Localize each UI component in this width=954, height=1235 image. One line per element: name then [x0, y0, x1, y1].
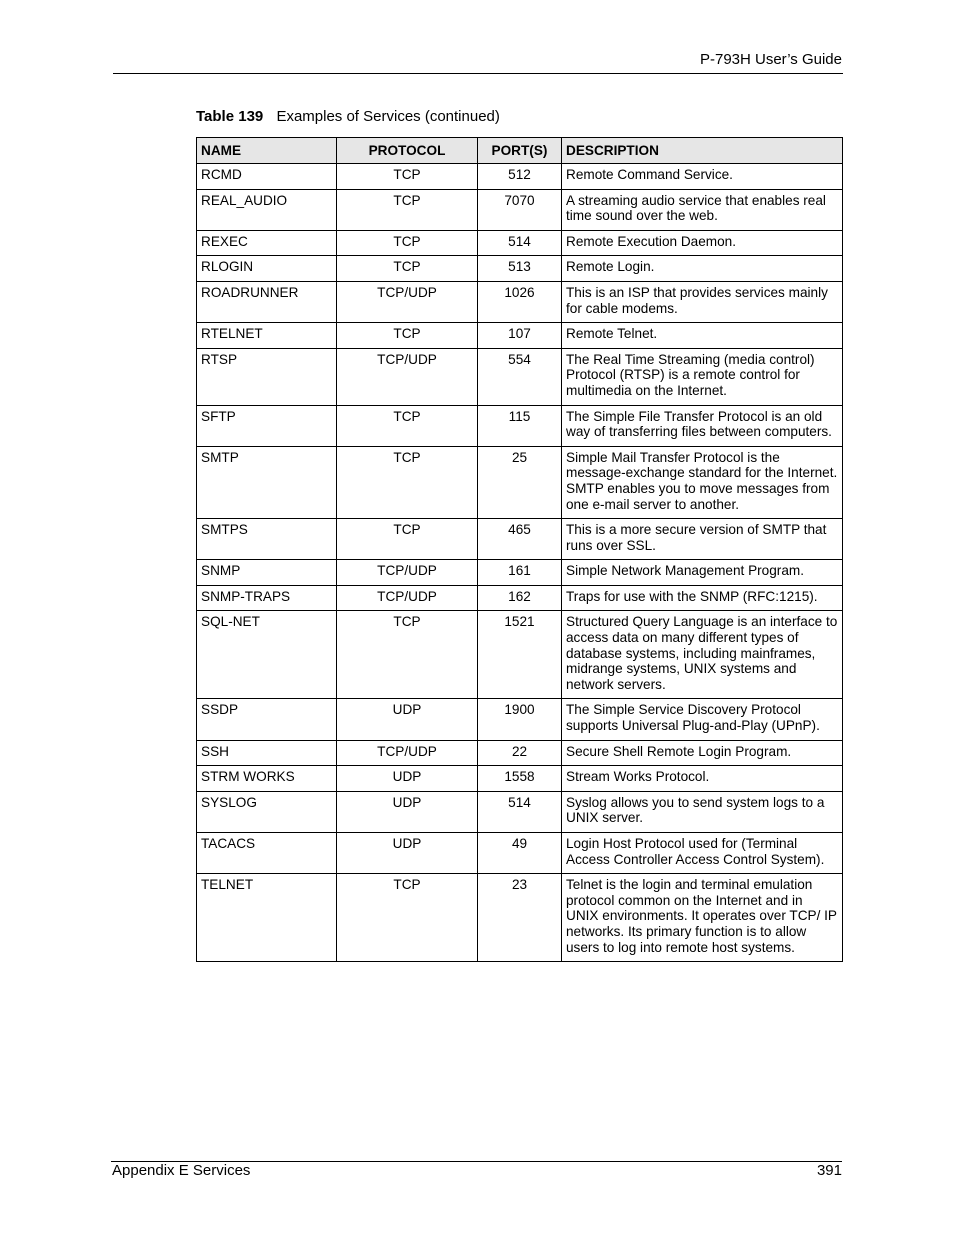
cell-protocol: TCP/UDP: [337, 348, 478, 405]
table-row: [197, 519, 843, 560]
cell-ports: 107: [478, 323, 562, 349]
cell-description: Login Host Protocol used for (Terminal Access Controller Access Control System).: [562, 833, 843, 874]
cell-ports: 1900: [478, 699, 562, 740]
cell-description: Stream Works Protocol.: [562, 766, 843, 792]
table-row: [197, 189, 843, 230]
table-row: [197, 281, 843, 322]
cell-protocol: UDP: [337, 766, 478, 792]
table-caption-text: Examples of Services (continued): [276, 108, 500, 125]
cell-protocol: UDP: [337, 791, 478, 832]
cell-name: TELNET: [197, 874, 337, 962]
page-header-title: P-793H User’s Guide: [699, 51, 842, 68]
table-caption-label: Table 139: [196, 108, 264, 125]
table-row: [197, 230, 843, 256]
header-divider: [113, 73, 843, 74]
cell-protocol: UDP: [337, 833, 478, 874]
column-header-name: NAME: [197, 138, 337, 164]
cell-protocol: TCP: [337, 405, 478, 446]
cell-ports: 162: [478, 585, 562, 611]
cell-name: SNMP-TRAPS: [197, 585, 337, 611]
cell-name: SNMP: [197, 560, 337, 586]
cell-description: Simple Mail Transfer Protocol is the message-exchange standard for the Internet. SMTP enables you to move messages from one e-mail server to another.: [562, 446, 843, 518]
cell-ports: 554: [478, 348, 562, 405]
cell-description: The Simple Service Discovery Protocol supports Universal Plug-and-Play (UPnP).: [562, 699, 843, 740]
cell-protocol: TCP/UDP: [337, 560, 478, 586]
cell-description: Syslog allows you to send system logs to a UNIX server.: [562, 791, 843, 832]
cell-name: SQL-NET: [197, 611, 337, 699]
cell-name: SMTPS: [197, 519, 337, 560]
cell-ports: 465: [478, 519, 562, 560]
cell-ports: 23: [478, 874, 562, 962]
cell-ports: 22: [478, 740, 562, 766]
cell-description: Telnet is the login and terminal emulation protocol common on the Internet and in UNIX environments. It operates over TCP/ IP networks. Its primary function is to allow users to log into remote host systems.: [562, 874, 843, 962]
cell-name: SSH: [197, 740, 337, 766]
footer-section-title: Appendix E Services: [112, 1162, 251, 1179]
table-row: [197, 740, 843, 766]
cell-name: RTSP: [197, 348, 337, 405]
cell-ports: 115: [478, 405, 562, 446]
cell-ports: 1558: [478, 766, 562, 792]
column-header-description: DESCRIPTION: [562, 138, 843, 164]
cell-name: REXEC: [197, 230, 337, 256]
services-table: [196, 137, 843, 962]
cell-protocol: TCP: [337, 256, 478, 282]
cell-protocol: TCP: [337, 446, 478, 518]
table-body: [197, 164, 843, 962]
cell-name: SYSLOG: [197, 791, 337, 832]
cell-protocol: UDP: [337, 699, 478, 740]
cell-name: RLOGIN: [197, 256, 337, 282]
cell-protocol: TCP/UDP: [337, 281, 478, 322]
table-row: [197, 256, 843, 282]
cell-ports: 1521: [478, 611, 562, 699]
table-row: [197, 405, 843, 446]
cell-name: RCMD: [197, 164, 337, 190]
cell-protocol: TCP: [337, 874, 478, 962]
column-header-protocol: PROTOCOL: [337, 138, 478, 164]
table-row: [197, 323, 843, 349]
cell-ports: 514: [478, 230, 562, 256]
table-row: [197, 874, 843, 962]
table-header-row: [197, 138, 843, 164]
cell-name: STRM WORKS: [197, 766, 337, 792]
cell-protocol: TCP: [337, 189, 478, 230]
cell-name: SSDP: [197, 699, 337, 740]
cell-description: Traps for use with the SNMP (RFC:1215).: [562, 585, 843, 611]
table-row: [197, 348, 843, 405]
table-row: [197, 446, 843, 518]
table-row: [197, 585, 843, 611]
cell-description: Remote Execution Daemon.: [562, 230, 843, 256]
footer-page-number: 391: [816, 1162, 842, 1179]
cell-ports: 7070: [478, 189, 562, 230]
cell-name: SFTP: [197, 405, 337, 446]
cell-ports: 161: [478, 560, 562, 586]
table-row: [197, 164, 843, 190]
table-row: [197, 766, 843, 792]
cell-protocol: TCP/UDP: [337, 740, 478, 766]
cell-description: Simple Network Management Program.: [562, 560, 843, 586]
cell-description: Structured Query Language is an interface to access data on many different types of database systems, including mainframes, midrange systems, UNIX systems and network servers.: [562, 611, 843, 699]
cell-description: Secure Shell Remote Login Program.: [562, 740, 843, 766]
table-row: [197, 833, 843, 874]
cell-ports: 514: [478, 791, 562, 832]
table-caption: [196, 108, 500, 126]
table-row: [197, 699, 843, 740]
cell-name: RTELNET: [197, 323, 337, 349]
cell-description: The Simple File Transfer Protocol is an old way of transferring files between computers.: [562, 405, 843, 446]
cell-protocol: TCP: [337, 230, 478, 256]
cell-protocol: TCP: [337, 164, 478, 190]
cell-description: Remote Command Service.: [562, 164, 843, 190]
cell-ports: 49: [478, 833, 562, 874]
cell-description: The Real Time Streaming (media control) Protocol (RTSP) is a remote control for multimedia on the Internet.: [562, 348, 843, 405]
table-row: [197, 611, 843, 699]
cell-description: This is an ISP that provides services mainly for cable modems.: [562, 281, 843, 322]
cell-ports: 513: [478, 256, 562, 282]
cell-protocol: TCP: [337, 323, 478, 349]
cell-name: ROADRUNNER: [197, 281, 337, 322]
cell-ports: 512: [478, 164, 562, 190]
cell-ports: 1026: [478, 281, 562, 322]
cell-ports: 25: [478, 446, 562, 518]
cell-description: A streaming audio service that enables real time sound over the web.: [562, 189, 843, 230]
cell-name: SMTP: [197, 446, 337, 518]
table-row: [197, 791, 843, 832]
cell-protocol: TCP/UDP: [337, 585, 478, 611]
cell-name: TACACS: [197, 833, 337, 874]
cell-protocol: TCP: [337, 611, 478, 699]
cell-description: Remote Login.: [562, 256, 843, 282]
cell-description: Remote Telnet.: [562, 323, 843, 349]
cell-protocol: TCP: [337, 519, 478, 560]
cell-description: This is a more secure version of SMTP that runs over SSL.: [562, 519, 843, 560]
cell-name: REAL_AUDIO: [197, 189, 337, 230]
table-row: [197, 560, 843, 586]
column-header-ports: PORT(S): [478, 138, 562, 164]
